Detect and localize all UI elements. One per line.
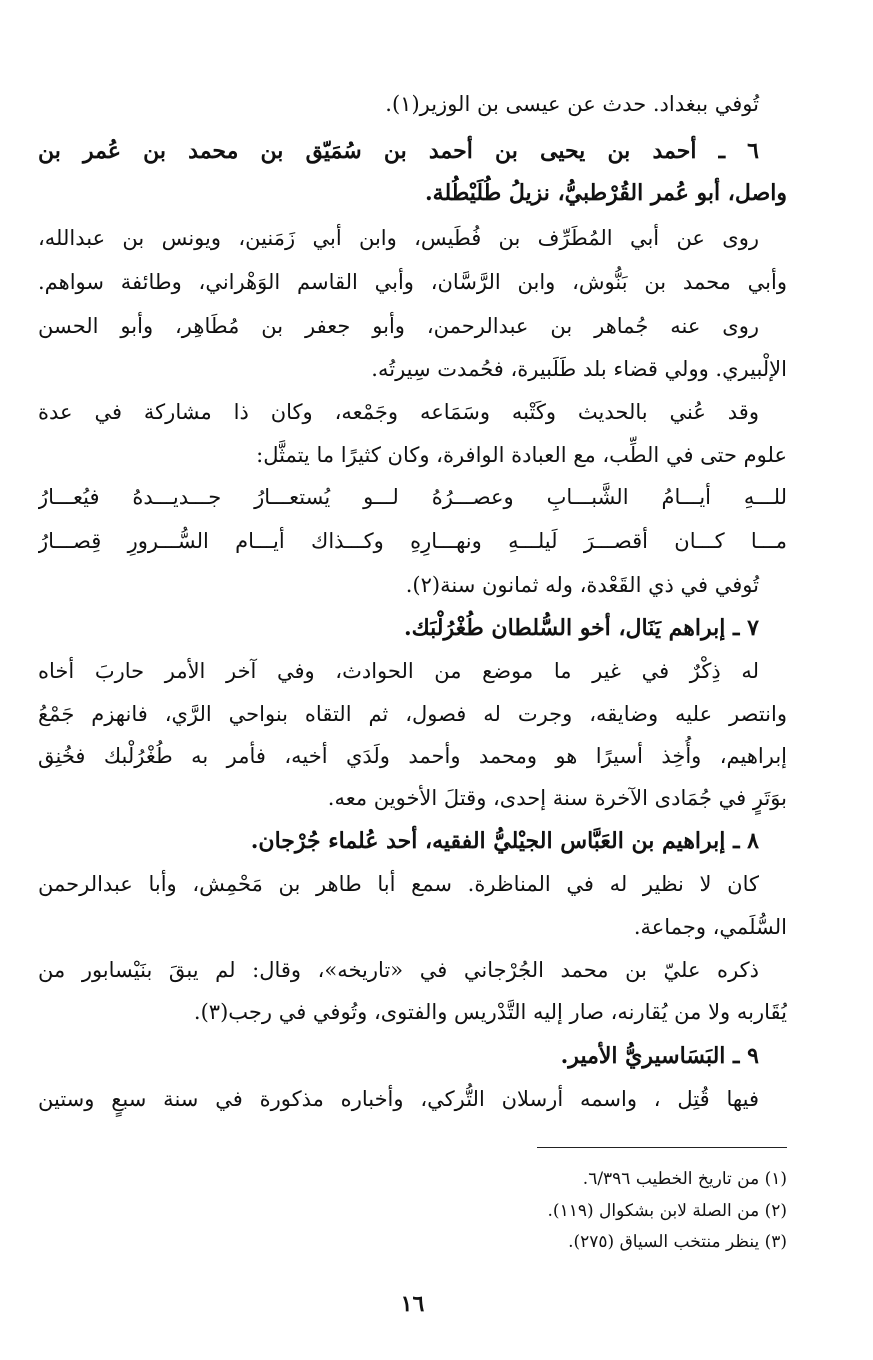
footnote: (٢) من الصلة لابن بشكوال (١١٩). bbox=[547, 1201, 787, 1221]
text-line: وانتصر عليه وضايقه، وجرت له فصول، ثم التقاه بنواحي الرَّي، فانهزم جَمْعُ bbox=[38, 702, 787, 726]
footnote: (٣) ينظر منتخب السياق (٢٧٥). bbox=[568, 1232, 787, 1252]
text-line: علوم حتى في الطِّب، مع العبادة الوافرة، وكان كثيرًا ما يتمثَّل: bbox=[256, 443, 787, 467]
entry-heading: ٧ ـ إبراهم يَنَال، أخو السُّلطان طُغْرُلْبَك. bbox=[403, 615, 759, 641]
book-page bbox=[38, 0, 787, 1360]
text-line: إبراهيم، وأُخِذ أسيرًا هو ومحمد وأحمد ولَدَي أخيه، فأمر به طُغْرُلْبك فخُنِق bbox=[38, 744, 787, 768]
text-line: روى عنه جُماهر بن عبدالرحمن، وأبو جعفر بن مُطَاهِر، وأبو الحسن bbox=[38, 314, 759, 338]
text-line: السُّلَمي، وجماعة. bbox=[633, 915, 787, 939]
text-line: وقد عُني بالحديث وكَتْبه وسَمَاعه وجَمْعه، وكان ذا مشاركة في عدة bbox=[38, 400, 759, 424]
footnote: (١) من تاريخ الخطيب ٦/٣٩٦. bbox=[582, 1169, 787, 1189]
text-line: وأبي محمد بن بَنُّوش، وابن الرَّسَّان، وأبي القاسم الوَهْراني، وطائفة سواهم. bbox=[38, 270, 787, 294]
page-number: ١٦ bbox=[400, 1291, 425, 1317]
text-line: فيها قُتِل ، واسمه أرسلان التُّركي، وأخباره مذكورة في سنة سبعٍ وستين bbox=[38, 1087, 759, 1111]
footnote-divider bbox=[537, 1147, 787, 1148]
text-line: بوَتَرٍ في جُمَادى الآخرة سنة إحدى، وقتلَ الأخوين معه. bbox=[327, 786, 787, 810]
text-line: كان لا نظير له في المناظرة. سمع أبا طاهر بن مَحْمِش، وأبا عبدالرحمن bbox=[38, 872, 759, 896]
text-line: ذكره عليّ بن محمد الجُرْجاني في «تاريخه»، وقال: لم يبقَ بنَيْسابور من bbox=[38, 958, 759, 982]
entry-heading: ٦ ـ أحمد بن يحيى بن أحمد بن سُمَيّق بن محمد بن عُمر بن bbox=[38, 138, 759, 164]
entry-heading: ٩ ـ البَسَاسيريُّ الأمير. bbox=[560, 1043, 759, 1069]
text-line: تُوفي ببغداد. حدث عن عيسى بن الوزير(١). bbox=[385, 92, 759, 116]
verse-line: للـــهِ أيـــامُ الشَّبـــابِ وعصـــرُهُ لـــو يُستعـــارُ جـــديـــدهُ فيُعـــارُ bbox=[38, 485, 787, 509]
text-line: يُقَاربه ولا من يُقارنه، صار إليه التَّدْريس والفتوى، وتُوفي في رجب(٣). bbox=[193, 1000, 787, 1024]
verse-line: مـــا كـــان أقصـــرَ لَيلـــهِ ونهـــارِهِ وكـــذاك أيـــام السُّـــرورِ قِصـــارُ bbox=[38, 529, 787, 553]
text-line: له ذِكْرٌ في غير ما موضع من الحوادث، وفي آخر الأمر حاربَ أخاه bbox=[38, 659, 759, 683]
entry-heading: واصل، أبو عُمر القُرْطبيُّ، نزيلُ طُلَيْطُلة. bbox=[425, 180, 787, 206]
entry-heading: ٨ ـ إبراهيم بن العَبَّاس الجيْليُّ الفقيه، أحد عُلماء جُرْجان. bbox=[250, 828, 759, 854]
text-line: تُوفي في ذي القَعْدة، وله ثمانون سنة(٢). bbox=[405, 573, 759, 597]
text-line: الإلْبيري. وولي قضاء بلد طَلَبيرة، فحُمدت سِيرتُه. bbox=[371, 357, 787, 381]
text-line: روى عن أبي المُطَرِّف بن فُطَيس، وابن أبي زَمَنين، ويونس بن عبدالله، bbox=[38, 226, 759, 250]
